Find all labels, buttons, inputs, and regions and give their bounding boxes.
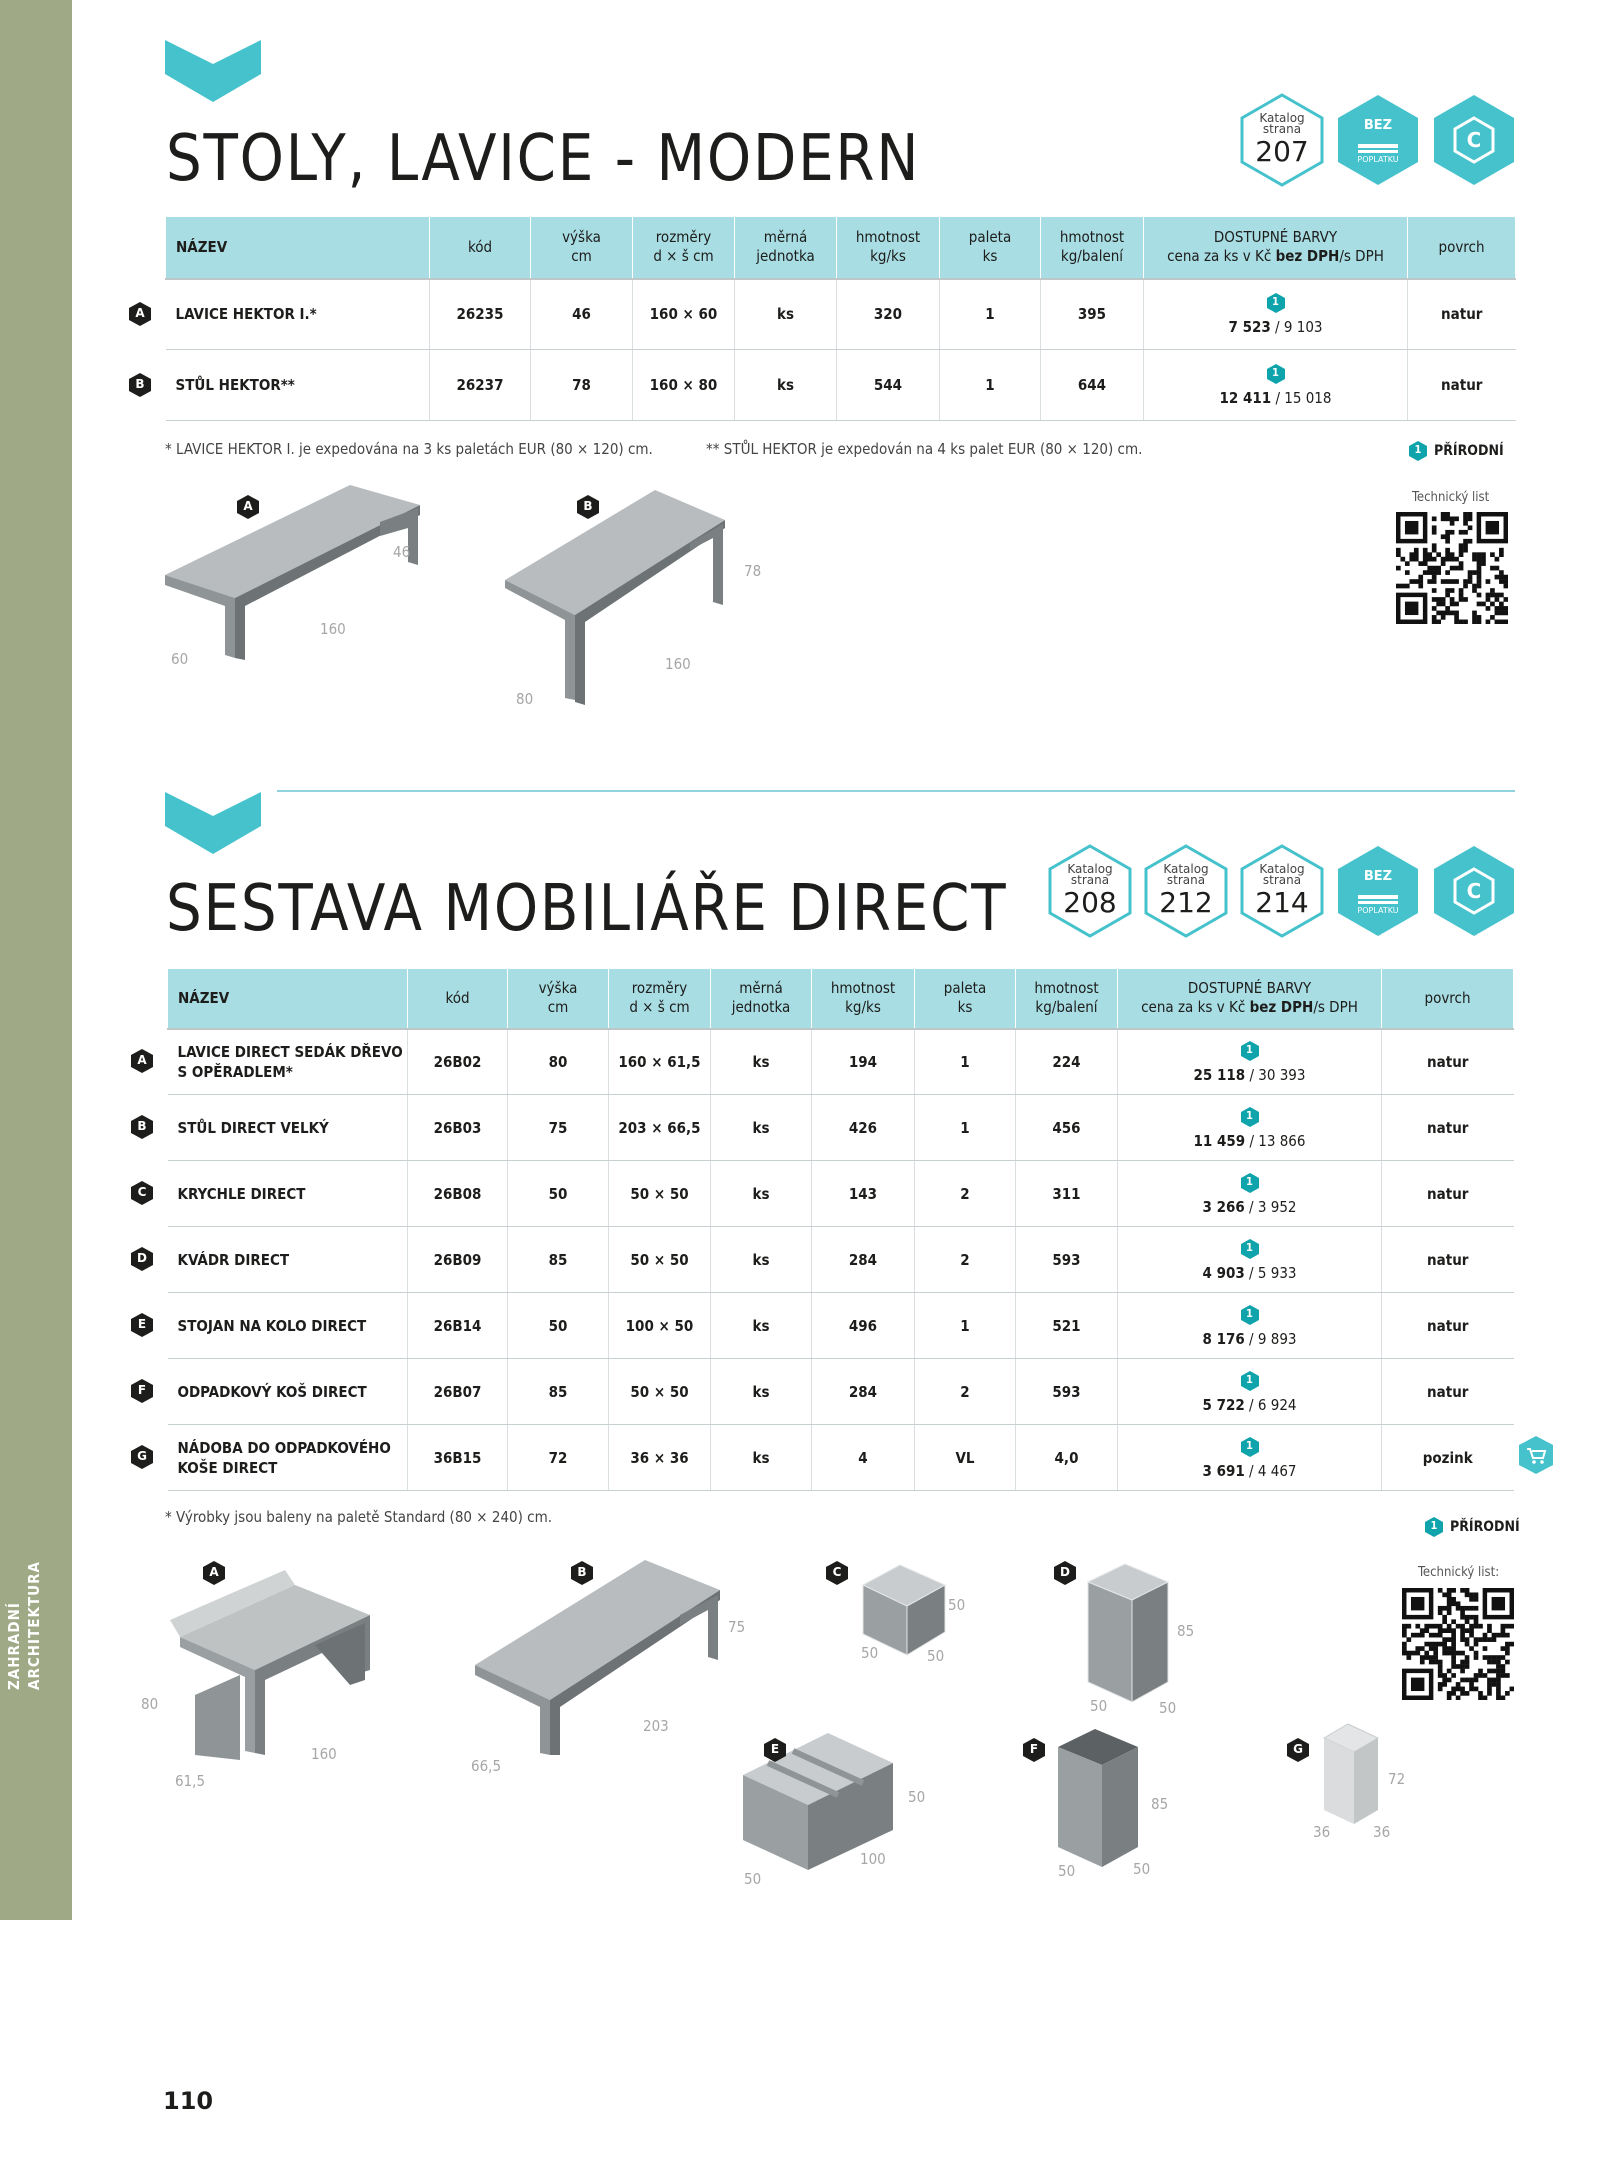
cell-price: 1 12 411 / 15 018 [1144,350,1408,421]
cell-weight: 284 [812,1227,915,1293]
no-fee-label: BEZ [1363,118,1393,133]
row-marker: E [130,1312,154,1338]
dim-height: 78 [744,562,762,580]
row-marker: A [128,301,152,327]
row-marker: B [130,1114,154,1140]
cell-surface: pozink [1382,1425,1514,1491]
cell-height: 78 [531,350,633,421]
catalog-page-badge: Katalog strana 212 [1142,843,1230,939]
color-swatch-icon[interactable]: 1 [1240,1304,1260,1326]
cell-unit: ks [735,350,837,421]
color-legend [1408,440,1504,462]
figure-marker: B [570,1560,594,1586]
dim-width: 60 [171,650,189,668]
cell-weight: 320 [837,279,940,350]
bin-insert-drawing [1318,1720,1388,1830]
cell-surface: natur [1408,279,1516,350]
color-swatch-icon[interactable]: 1 [1240,1040,1260,1062]
dim-width: 61,5 [175,1772,206,1790]
table-hektor-drawing [495,480,785,710]
figure-marker: G [1286,1737,1310,1763]
col-unit: měrná jednotka [711,969,812,1029]
cell-pallet: 2 [915,1359,1016,1425]
cell-price: 1 8 176 / 9 893 [1118,1293,1382,1359]
footnote: * Výrobky jsou baleny na paletě Standard (80 × 240) cm. [165,1508,553,1526]
cell-surface: natur [1382,1029,1514,1095]
dim-height: 80 [141,1695,159,1713]
col-unit: měrná jednotka [735,217,837,279]
table-row [168,1425,1514,1491]
cell-size: 36 × 36 [609,1425,711,1491]
catalog-page-badge [1238,92,1326,188]
sidebar-label-line1: ZAHRADNÍ [5,1602,23,1690]
cell-weight: 426 [812,1095,915,1161]
col-weight: hmotnost kg/ks [812,969,915,1029]
cell-code: 26B09 [408,1227,508,1293]
legend-label: PŘÍRODNÍ [1450,1519,1520,1535]
section-title: SESTAVA MOBILIÁŘE DIRECT [166,872,1008,946]
color-swatch-icon[interactable]: 1 [1240,1436,1260,1458]
cell-pallet: 1 [940,350,1041,421]
cell-pallet: 2 [915,1161,1016,1227]
cell-surface: natur [1382,1095,1514,1161]
cell-height: 46 [531,279,633,350]
col-weight: hmotnost kg/ks [837,217,940,279]
cell-height: 72 [508,1425,609,1491]
table-direct-drawing [470,1555,730,1755]
dim-height: 46 [393,543,411,561]
col-name: NÁZEV [166,217,430,279]
product-table-modern [165,216,1516,421]
catalog-page-number: 208 [1063,886,1117,919]
dim-height: 72 [1388,1770,1406,1788]
cell-weight-pack: 224 [1016,1029,1118,1095]
cell-price: 1 4 903 / 5 933 [1118,1227,1382,1293]
cell-size: 50 × 50 [609,1359,711,1425]
catalog-page-badge: Katalog strana 214 [1238,843,1326,939]
figure-marker: E [763,1737,787,1763]
col-code: kód [430,217,531,279]
waste-bin-drawing [1050,1725,1150,1875]
cell-pallet: 1 [915,1029,1016,1095]
cell-weight: 544 [837,350,940,421]
c-badge: C [1430,843,1518,939]
cell-code: 26237 [430,350,531,421]
catalog-page-badge: Katalog strana 208 [1046,843,1134,939]
c-badge [1430,92,1518,188]
cell-pallet: 1 [915,1293,1016,1359]
figure-marker: A [236,494,260,520]
row-marker: G [130,1444,154,1470]
dim-length: 36 [1313,1823,1331,1841]
dim-length: 50 [861,1644,879,1662]
cell-weight-pack: 311 [1016,1161,1118,1227]
cell-unit: ks [711,1227,812,1293]
cell-code: 26235 [430,279,531,350]
col-colors: DOSTUPNÉ BARVY cena za ks v Kč bez DPH/s DPH [1118,969,1382,1029]
chevron-down-icon [165,40,261,102]
cell-unit: ks [711,1095,812,1161]
cell-price: 1 7 523 / 9 103 [1144,279,1408,350]
cell-name: STŮL DIRECT VELKÝ [168,1095,408,1161]
block-direct-drawing [1080,1560,1180,1710]
cell-code: 26B02 [408,1029,508,1095]
catalog-label: strana [1262,122,1302,136]
dim-length: 160 [320,620,346,638]
cell-pallet: VL [915,1425,1016,1491]
table-row [168,1161,1514,1227]
bench-direct-drawing [165,1555,375,1785]
cell-name: LAVICE DIRECT SEDÁK DŘEVO S OPĚRADLEM* [168,1029,408,1095]
col-name: NÁZEV [168,969,408,1029]
legend-label: PŘÍRODNÍ [1434,443,1504,459]
cell-weight-pack: 4,0 [1016,1425,1118,1491]
color-swatch-icon[interactable]: 1 [1240,1172,1260,1194]
color-swatch-icon[interactable]: 1 [1266,292,1286,314]
cell-height: 50 [508,1293,609,1359]
cell-name: LAVICE HEKTOR I.* [166,279,430,350]
footnote: * LAVICE HEKTOR I. je expedována na 3 ks paletách EUR (80 × 120) cm. [165,440,653,458]
qr-label: Technický list: [1418,1565,1500,1580]
dim-length: 100 [860,1850,886,1868]
figure-marker: B [576,494,600,520]
qr-label: Technický list [1412,490,1490,505]
cell-surface: natur [1382,1227,1514,1293]
section-title: STOLY, LAVICE - MODERN [166,122,921,196]
figure-marker: F [1022,1737,1046,1763]
cell-name: ODPADKOVÝ KOŠ DIRECT [168,1359,408,1425]
c-badge-letter: C [1466,128,1482,152]
color-legend [1424,1516,1520,1538]
dim-length: 50 [1058,1862,1076,1880]
col-size: rozměry d × š cm [633,217,735,279]
table-header-row [166,217,1516,279]
col-size: rozměry d × š cm [609,969,711,1029]
dim-height: 75 [728,1618,746,1636]
dim-height: 85 [1177,1622,1195,1640]
cell-weight: 143 [812,1161,915,1227]
dim-height: 85 [1151,1795,1169,1813]
col-pallet: paleta ks [940,217,1041,279]
col-height: výška cm [508,969,609,1029]
cell-size: 160 × 80 [633,350,735,421]
cell-pallet: 1 [940,279,1041,350]
table-row [168,1359,1514,1425]
sidebar-label-line2: ARCHITEKTURA [25,1561,43,1690]
table-row [166,350,1516,421]
cell-price: 1 5 722 / 6 924 [1118,1359,1382,1425]
cell-size: 100 × 50 [609,1293,711,1359]
table-row [168,1227,1514,1293]
cell-price: 1 11 459 / 13 866 [1118,1095,1382,1161]
dim-width: 66,5 [471,1757,502,1775]
cell-name: KRYCHLE DIRECT [168,1161,408,1227]
qr-code-icon[interactable] [1396,512,1508,624]
cell-surface: natur [1382,1359,1514,1425]
cell-unit: ks [735,279,837,350]
cell-price: 1 3 691 / 4 467 [1118,1425,1382,1491]
col-colors: DOSTUPNÉ BARVY cena za ks v Kč bez DPH/s DPH [1144,217,1408,279]
figure-marker: A [202,1560,226,1586]
no-fee-badge [1334,92,1422,188]
table-row [168,1293,1514,1359]
col-surface: povrch [1408,217,1516,279]
dim-length: 160 [665,655,691,673]
cell-weight-pack: 593 [1016,1227,1118,1293]
dim-length: 160 [311,1745,337,1763]
cell-code: 26B03 [408,1095,508,1161]
cell-height: 85 [508,1227,609,1293]
dim-width: 80 [516,690,534,708]
cell-price: 1 3 266 / 3 952 [1118,1161,1382,1227]
no-fee-badge: BEZ POPLATKU [1334,843,1422,939]
cell-unit: ks [711,1425,812,1491]
color-swatch-icon: 1 [1424,1516,1444,1538]
cell-price: 1 25 118 / 30 393 [1118,1029,1382,1095]
row-marker: C [130,1180,154,1206]
catalog-page-number: 214 [1255,886,1309,919]
cell-unit: ks [711,1029,812,1095]
cell-size: 50 × 50 [609,1161,711,1227]
col-surface: povrch [1382,969,1514,1029]
product-table-direct [167,968,1514,1491]
catalog-label: Katalog [1259,111,1305,125]
col-code: kód [408,969,508,1029]
col-weight-pack: hmotnost kg/balení [1016,969,1118,1029]
cell-height: 80 [508,1029,609,1095]
figure-marker: C [825,1560,849,1586]
cell-weight-pack: 593 [1016,1359,1118,1425]
cell-surface: natur [1382,1293,1514,1359]
dim-width: 50 [927,1647,945,1665]
cell-code: 26B07 [408,1359,508,1425]
cell-height: 85 [508,1359,609,1425]
color-swatch-icon[interactable]: 1 [1240,1370,1260,1392]
section-divider [277,790,1515,792]
cell-size: 160 × 61,5 [609,1029,711,1095]
dim-height: 50 [908,1788,926,1806]
dim-width: 50 [744,1870,762,1888]
qr-code-icon[interactable] [1402,1588,1514,1700]
cell-pallet: 1 [915,1095,1016,1161]
cell-weight-pack: 644 [1041,350,1144,421]
cell-height: 75 [508,1095,609,1161]
cell-weight: 284 [812,1359,915,1425]
cell-surface: natur [1382,1161,1514,1227]
dim-width: 50 [1133,1860,1151,1878]
cell-size: 203 × 66,5 [609,1095,711,1161]
dim-height: 50 [948,1596,966,1614]
col-pallet: paleta ks [915,969,1016,1029]
cell-name: STŮL HEKTOR** [166,350,430,421]
col-weight-pack: hmotnost kg/balení [1041,217,1144,279]
cell-unit: ks [711,1359,812,1425]
cell-name: KVÁDR DIRECT [168,1227,408,1293]
cell-weight: 4 [812,1425,915,1491]
table-row [166,279,1516,350]
table-row [168,1095,1514,1161]
dim-length: 203 [643,1717,669,1735]
row-marker: B [128,372,152,398]
col-height: výška cm [531,217,633,279]
figure-marker: D [1053,1560,1077,1586]
cell-code: 36B15 [408,1425,508,1491]
no-fee-label: POPLATKU [1357,155,1399,164]
cell-size: 160 × 60 [633,279,735,350]
catalog-page-number: 212 [1159,886,1213,919]
cell-size: 50 × 50 [609,1227,711,1293]
cell-surface: natur [1408,350,1516,421]
color-swatch-icon[interactable]: 1 [1240,1106,1260,1128]
cell-unit: ks [711,1161,812,1227]
color-swatch-icon[interactable]: 1 [1266,363,1286,385]
cell-code: 26B08 [408,1161,508,1227]
cell-weight: 496 [812,1293,915,1359]
color-swatch-icon[interactable]: 1 [1240,1238,1260,1260]
dim-width: 36 [1373,1823,1391,1841]
dim-width: 50 [1159,1699,1177,1717]
page-number: 110 [163,2087,214,2115]
cell-code: 26B14 [408,1293,508,1359]
sidebar-label [4,1500,44,1690]
dim-length: 50 [1090,1697,1108,1715]
cell-weight-pack: 456 [1016,1095,1118,1161]
chevron-down-icon [165,792,261,854]
row-marker: F [130,1378,154,1404]
cell-weight-pack: 395 [1041,279,1144,350]
catalog-page-number: 207 [1255,135,1309,168]
cell-name: NÁDOBA DO ODPADKOVÉHO KOŠE DIRECT [168,1425,408,1491]
footnote: ** STŮL HEKTOR je expedován na 4 ks palet EUR (80 × 120) cm. [706,440,1143,458]
cart-icon[interactable] [1518,1435,1554,1475]
color-swatch-icon: 1 [1408,440,1428,462]
cell-height: 50 [508,1161,609,1227]
cell-unit: ks [711,1293,812,1359]
row-marker: A [130,1048,154,1074]
table-row [168,1029,1514,1095]
row-marker: D [130,1246,154,1272]
cell-pallet: 2 [915,1227,1016,1293]
cell-weight-pack: 521 [1016,1293,1118,1359]
cell-weight: 194 [812,1029,915,1095]
table-header-row [168,969,1514,1029]
cell-name: STOJAN NA KOLO DIRECT [168,1293,408,1359]
bench-hektor-drawing [160,480,480,670]
